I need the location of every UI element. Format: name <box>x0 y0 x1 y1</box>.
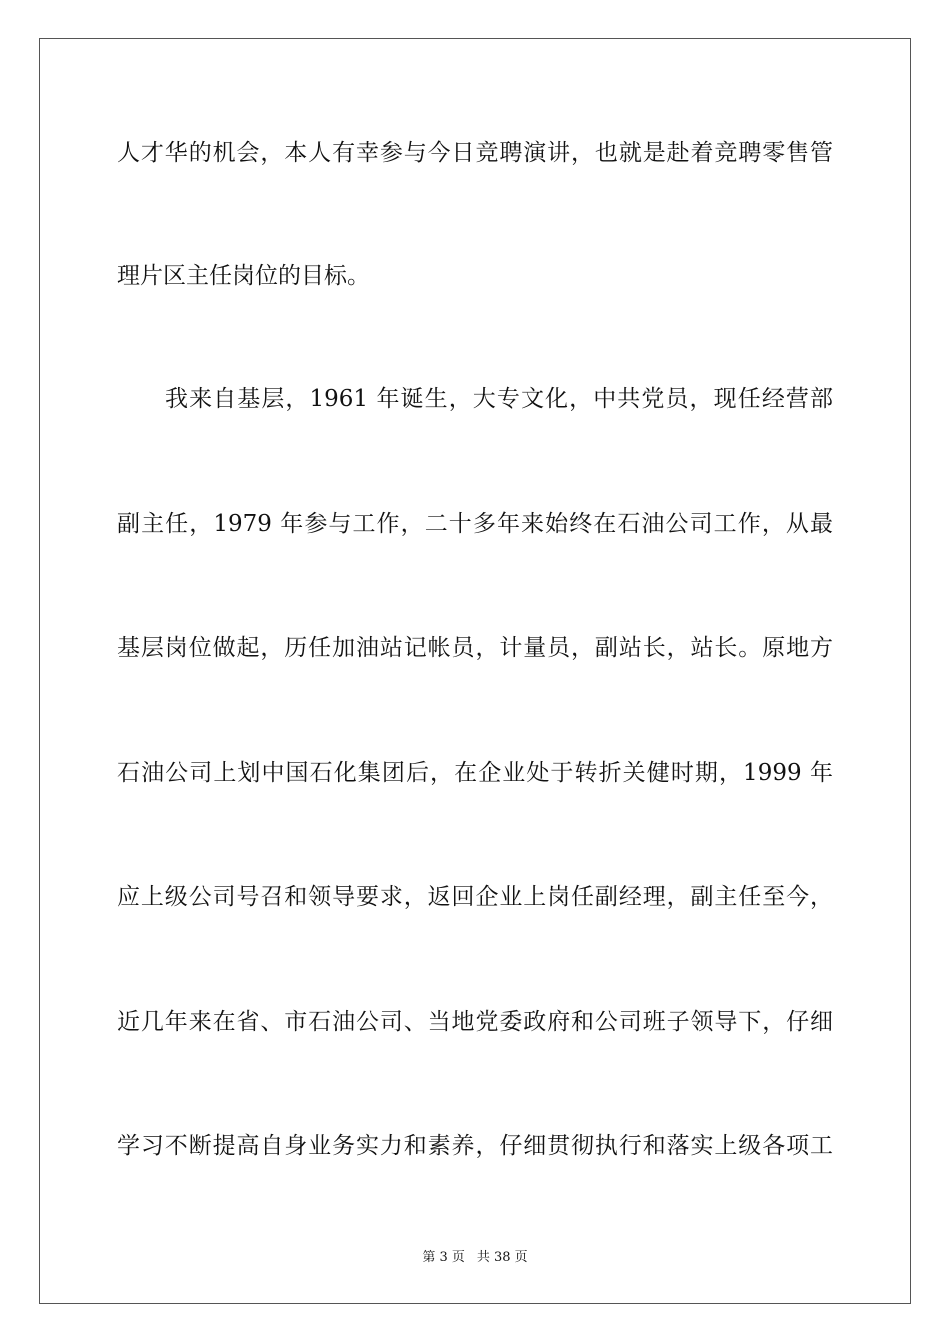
total-pages: 共 38 页 <box>476 1250 528 1265</box>
paragraph-line-1: 人才华的机会，本人有幸参与今日竞聘演讲，也就是赴着竞聘零售管 <box>117 140 833 166</box>
paragraph-line-6: 石油公司上划中国石化集团后，在企业处于转折关健时期，1999 年 <box>117 760 833 786</box>
page-footer <box>0 1246 950 1265</box>
paragraph-line-7: 应上级公司号召和领导要求，返回企业上岗任副经理，副主任至今， <box>117 884 833 910</box>
paragraph-line-4: 副主任，1979 年参与工作，二十多年来始终在石油公司工作，从最 <box>117 511 833 537</box>
page-border <box>39 38 911 1304</box>
page-number: 第 3 页 <box>422 1250 465 1265</box>
paragraph-line-8: 近几年来在省、市石油公司、当地党委政府和公司班子领导下，仔细 <box>117 1009 833 1035</box>
paragraph-line-2: 理片区主任岗位的目标。 <box>117 263 370 289</box>
paragraph-line-9: 学习不断提高自身业务实力和素养，仔细贯彻执行和落实上级各项工 <box>117 1133 833 1159</box>
paragraph-line-3: 我来自基层，1961 年诞生，大专文化，中共党员，现任经营部 <box>165 386 833 412</box>
paragraph-line-5: 基层岗位做起，历任加油站记帐员，计量员，副站长，站长。原地方 <box>117 635 833 661</box>
